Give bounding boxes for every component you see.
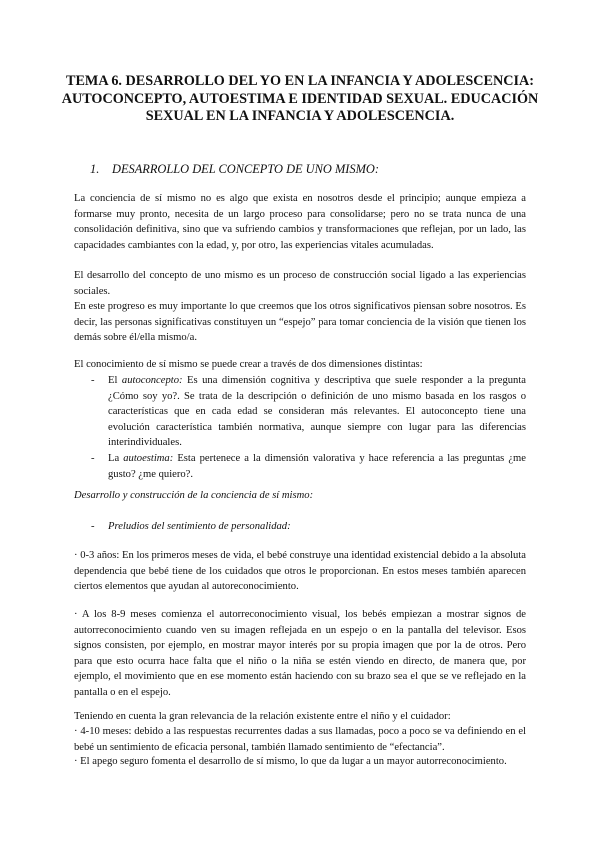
paragraph-4-10-meses: · 4-10 meses: debido a las respuestas recurrentes dadas a sus llamadas, poco a poco se va definiendo en el bebé un sentimiento de eficacia personal, también llamado sentimiento de “efectancia”. xyxy=(74,726,526,753)
bullet-marker: - xyxy=(91,375,95,386)
paragraph-8-9-meses: · A los 8-9 meses comienza el autorreconocimiento visual, los bebés empiezan a mostrar signos de autorreconocimiento cuando ven su imagen reflejada en un espejo o en la pantalla del televisor. Esos signos consisten, por ejemplo, en mostrar mayor interés por su propia imagen que por la de otros. Pero para que esto ocurra hace falta que el niño o la niña se estén viendo en directo, de manera que, por ejemplo, el movimiento que en ese momento están haciendo con su brazo sea el que se ve reflejado en la pantalla o en el espejo. xyxy=(74,609,526,698)
section-number: 1. xyxy=(90,162,100,176)
subsubheading-text: Preludios del sentimiento de personalidad: xyxy=(108,521,291,532)
paragraph-progreso: En este progreso es muy importante lo que creemos que los otros significativos piensan sobre nosotros. Es decir, las personas significativas constituyen un “espejo” para tomar conciencia de la visión que tienen los demás sobre él/ella mismo/a. xyxy=(74,301,526,344)
paragraph-dimensiones: El conocimiento de sí mismo se puede crear a través de dos dimensiones distintas: xyxy=(74,359,423,370)
dimension-list xyxy=(74,373,526,482)
bullet-marker: - xyxy=(91,452,95,464)
list-item-prefix: El xyxy=(108,375,122,386)
section-heading xyxy=(90,162,379,178)
term-autoestima: autoestima: xyxy=(123,452,174,464)
subsubheading-marker: - xyxy=(91,521,95,532)
list-item-prefix: La xyxy=(108,452,124,464)
list-item-autoconcepto xyxy=(74,373,526,451)
paragraph-relacion: Teniendo en cuenta la gran relevancia de la relación existente entre el niño y el cuidador: xyxy=(74,711,451,722)
list-item-autoestima xyxy=(74,451,526,482)
subheading: Desarrollo y construcción de la conciencia de sí mismo: xyxy=(74,490,314,501)
list-item-text: Esta pertenece a la dimensión valorativa y hace referencia a las preguntas ¿me gusto? ¿me quiero?. xyxy=(108,452,526,480)
section-heading-text: DESARROLLO DEL CONCEPTO DE UNO MISMO: xyxy=(112,162,379,176)
document-title: TEMA 6. DESARROLLO DEL YO EN LA INFANCIA Y ADOLESCENCIA: AUTOCONCEPTO, AUTOESTIMA E IDENTIDAD SEXUAL. EDUCACIÓN SEXUAL EN LA INFANCIA Y ADOLESCENCIA. xyxy=(61,73,539,125)
paragraph-desarrollo: El desarrollo del concepto de uno mismo es un proceso de construcción social ligado a las experiencias sociales. xyxy=(74,270,526,297)
list-item-text: Es una dimensión cognitiva y descriptiva que suele responder a la pregunta ¿Cómo soy yo?. Se trata de la descripción o definición de uno mismo basada en los rasgos o características que en cada edad se consideran más relevantes. El autoconcepto tiene una evolución característica también normativa, aunque siempre con lugar para las diferencias interindividuales. xyxy=(108,375,526,449)
subsubheading xyxy=(74,519,526,535)
paragraph-apego: · El apego seguro fomenta el desarrollo de sí mismo, lo que da lugar a un mayor autorreconocimiento. xyxy=(74,756,507,767)
term-autoconcepto: autoconcepto: xyxy=(121,375,183,386)
paragraph-conciencia: La conciencia de sí mismo no es algo que exista en nosotros desde el principio; aunque empieza a formarse muy pronto, necesita de un largo proceso para consolidarse; pero no se trata nunca de una consolidación definitiva, sino que va sufriendo cambios y transformaciones que reflejan, por un lado, las capacidades cambiantes con la edad, y, por otro, las experiencias vitales acumuladas. xyxy=(74,193,526,251)
paragraph-0-3-anos: · 0-3 años: En los primeros meses de vida, el bebé construye una identidad existencial debido a la absoluta dependencia que bebé tiene de los cuidados que otros le proporcionan. En estos meses también aparecen ciertos elementos que ayudan al autoreconocimiento. xyxy=(74,550,526,593)
